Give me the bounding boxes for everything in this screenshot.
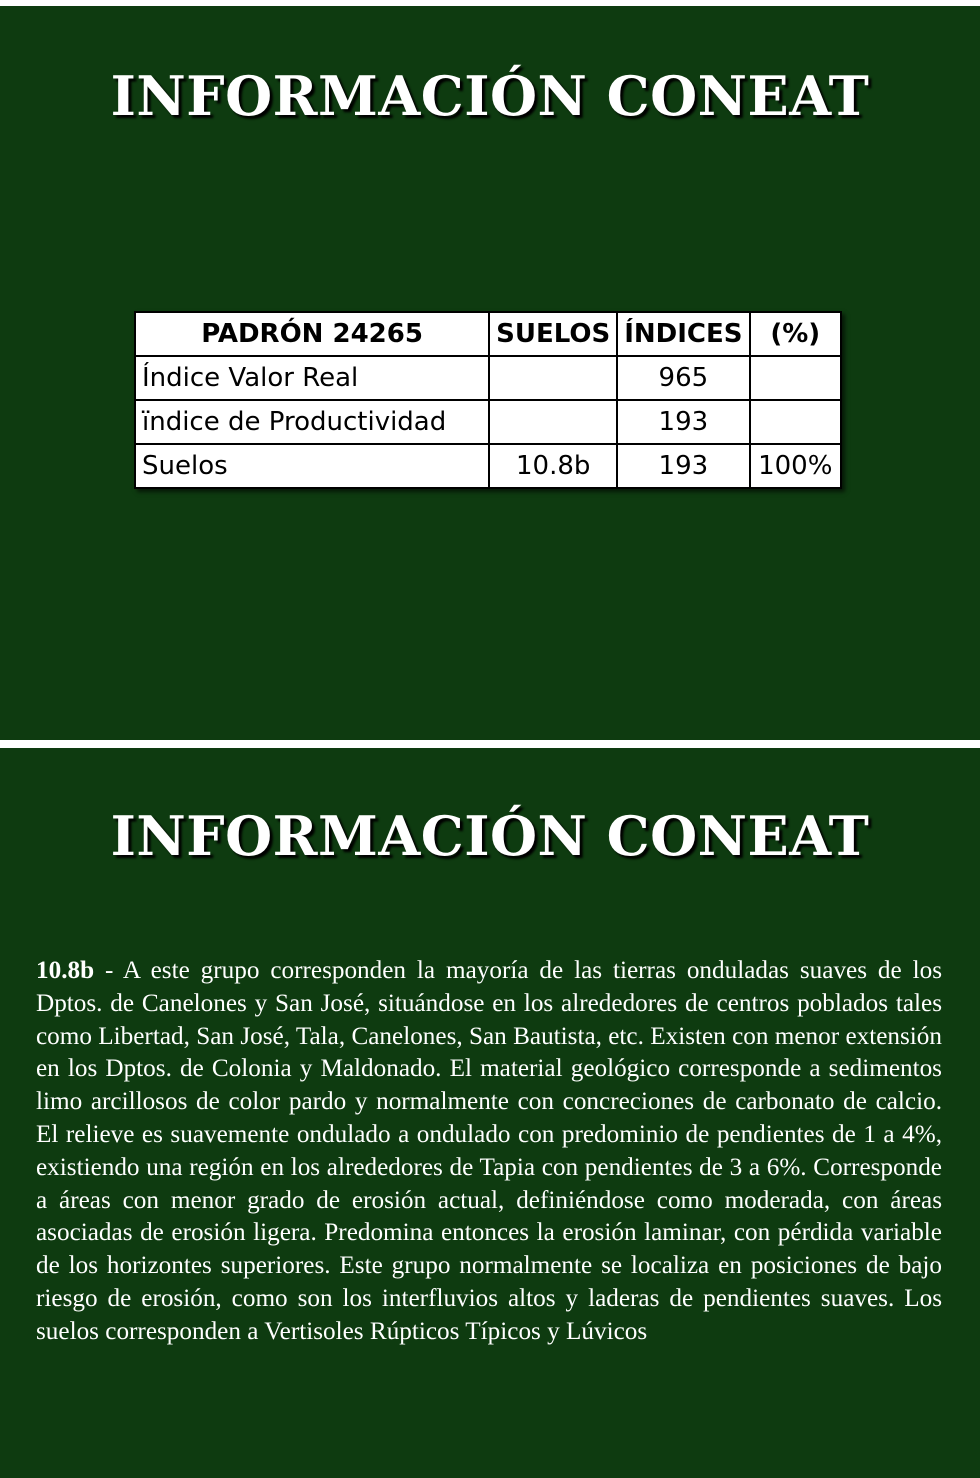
row-indices: 965 xyxy=(617,356,749,400)
slide-title: INFORMACIÓN CONEAT xyxy=(110,64,870,128)
row-indices: 193 xyxy=(617,444,749,488)
row-label: Índice Valor Real xyxy=(135,356,489,400)
header-indices: ÍNDICES xyxy=(617,312,749,356)
table-row xyxy=(135,400,841,444)
row-suelos: 10.8b xyxy=(489,444,617,488)
row-percent: 100% xyxy=(750,444,842,488)
table-row xyxy=(135,444,841,488)
row-suelos xyxy=(489,356,617,400)
soil-description xyxy=(36,955,942,1349)
table-header-row xyxy=(135,312,841,356)
soil-code: 10.8b xyxy=(36,957,95,984)
header-percent: (%) xyxy=(750,312,842,356)
soil-description-text: - A este grupo corresponden la mayoría de las tierras onduladas suaves de los Dptos. de Canelones y San José, situándose en los alrededores de centros poblados tales como Libertad, San José, Tala, Canelones, San Bautista, etc. Existen con menor extensión en los Dptos. de Colonia y Maldonado. El material geológico corresponde a sedimentos limo arcillosos de color pardo y normalmente con concreciones de carbonato de calcio. El relieve es suavemente ondulado a ondulado con predominio de pendientes de 1 a 4%, existiendo una región en los alrededores de Tapia con pendientes de 3 a 6%. Corresponde a áreas con menor grado de erosión actual, definiéndose como moderada, con áreas asociadas de erosión ligera. Predomina entonces la erosión laminar, con pérdida variable de los horizontes superiores. Este grupo normalmente se localiza en posiciones de bajo riesgo de erosión, como son los interfluvios altos y laderas de pendientes suaves. Los suelos corresponden a Vertisoles Rúpticos Típicos y Lúvicos xyxy=(36,957,942,1345)
coneat-table xyxy=(134,311,842,489)
slide-table xyxy=(0,6,980,740)
row-percent xyxy=(750,356,842,400)
slide-description xyxy=(0,748,980,1478)
row-indices: 193 xyxy=(617,400,749,444)
slide-title: INFORMACIÓN CONEAT xyxy=(110,804,870,868)
row-label: Suelos xyxy=(135,444,489,488)
header-padron: PADRÓN 24265 xyxy=(135,312,489,356)
table-row xyxy=(135,356,841,400)
row-label: ïndice de Productividad xyxy=(135,400,489,444)
row-percent xyxy=(750,400,842,444)
row-suelos xyxy=(489,400,617,444)
header-suelos: SUELOS xyxy=(489,312,617,356)
